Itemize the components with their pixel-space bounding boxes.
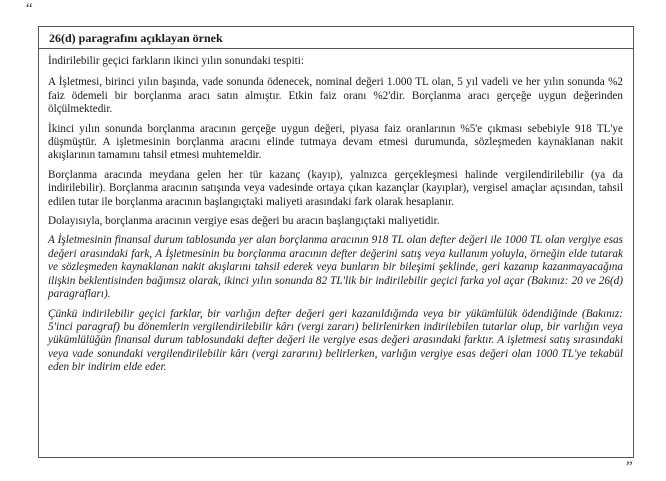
example-box [38, 26, 634, 458]
paragraph-deductible-difference: A İşletmesinin finansal durum tablosunda yer alan borçlanma aracının 918 TL olan defter değeri ile 1000 TL olan vergiye esas değeri arasındaki fark, A İşletmesinin bu borçlanma aracının defter değerini satış veya kullanım yoluyla, örneğin elde tutarak ve sözleşmeden kaynaklanan nakit akışlarını tahsil ederek veya bunların bir bileşimi şeklinde, geri kazanıp kazanmayacağına ilişkin beklentisinden bağımsız olarak, ikinci yılın sonunda 82 TL'lik bir indirilebilir geçici farka yol açar (Bakınız: 20 ve 26(d) paragrafları). [48, 234, 623, 301]
paragraph-tax-base: Dolayısıyla, borçlanma aracının vergiye esas değeri bu aracın başlangıçtaki maliyetidir. [48, 215, 440, 228]
paragraph-fair-value: İkinci yılın sonunda borçlanma aracının gerçeğe uygun değeri, piyasa faiz oranlarının %5'e çıkması sebebiyle 918 TL'ye düşmüştür. A işletmesinin borçlanma aracını elinde tutmaya devam etmesi durumunda, sözleşmeden kaynaklanan nakit akışlarının tamamını tahsil etmesi muhtemeldir. [48, 122, 623, 162]
paragraph-facts: A İşletmesi, birinci yılın başında, vade sonunda ödenecek, nominal değeri 1.000 TL olan, 5 yıl vadeli ve her yılın sonunda %2 faiz ödemeli bir borçlanma aracı satın almıştır. Etkin faiz oranı %2'dir. Borçlanma aracı gerçeğe uygun değerinden ölçülmektedir. [48, 76, 623, 116]
example-content [39, 49, 633, 375]
example-heading: 26(d) paragrafını açıklayan örnek [39, 27, 633, 49]
opening-quote-mark: “ [26, 1, 33, 17]
paragraph-intro: İndirilebilir geçici farkların ikinci yılın sonundaki tespiti: [48, 55, 305, 67]
paragraph-explanation: Çünkü indirilebilir geçici farklar, bir varlığın defter değeri geri kazanıldığında veya bir yükümlülük ödendiğinde (Bakınız: 5'inci paragraf) bu dönemlerin vergilendirilebilir kârı (vergi zararı) belirlenirken indirilebilen tutarlar olup, bir varlığın veya yükümlülüğün finansal durum tablosundaki defter değeri ile vergiye esas değeri arasındaki farktır. A işletmesi satış sırasındaki veya vade sonundaki vergilendirilebilir kârı (vergi zararını) belirlerken, varlığın vergiye esas değeri olan 1000 TL'ye tekabül eden bir indirim elde eder. [48, 307, 623, 374]
closing-quote-mark: ” [626, 459, 633, 475]
paragraph-taxation: Borçlanma aracında meydana gelen her tür kazanç (kayıp), yalnızca gerçekleşmesi halinde vergilendirilebilir (ya da indirilebilir). Borçlanma aracının satışında veya vadesinde ortaya çıkan kazançlar (kayıplar), vergisel amaçlar açısından, tahsil edilen tutar ile borçlanma aracının başlangıçtaki maliyeti arasındaki fark olarak hesaplanır. [48, 168, 623, 208]
